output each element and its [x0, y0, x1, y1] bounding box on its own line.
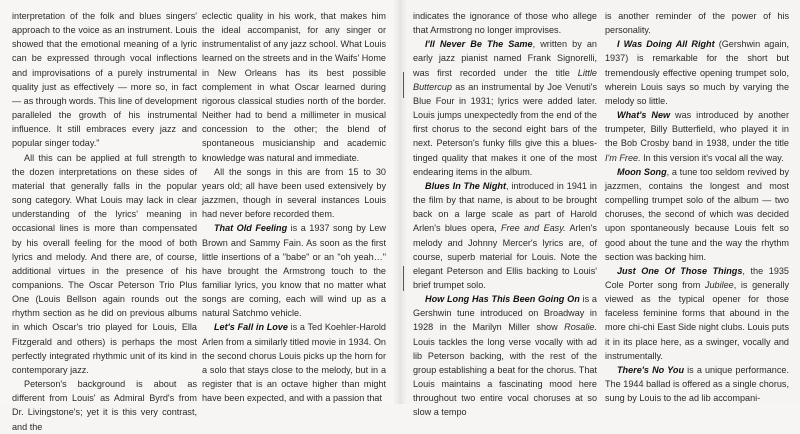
song-title: I'll Never Be The Same: [425, 39, 533, 50]
text-column-4: [605, 9, 789, 405]
song-paragraph: Let's Fall in Love is a Ted Koehler-Harold Arlen from a similarly titled movie in 1934. On the second chorus Louis picks up the horn for a solo that stays close to the melody, but in a register that is an octave higher than might have been expected, and with a passion that: [202, 322, 386, 404]
song-title: How Long Has This Been Going On: [425, 294, 580, 305]
song-paragraph: Blues In The Night, introduced in 1941 in the film by that name, is about to be brought back on a large scale as part of Harold Arlen's blues opera, Free and Easy. Arlen's melody and Johnny Mercer's lyrics are, of course, superb material for Louis. Note the elegant Peterson and Ellis backing to Louis' brief trumpet solo.: [413, 180, 597, 290]
paragraph: is another reminder of the power of his personality.: [605, 11, 789, 36]
paragraph: Peterson's background is about as different from Louis' as Admiral Byrd's from Dr. Livingstone's; yet it is this very contrast, and the: [12, 379, 197, 432]
song-title: There's No You: [617, 364, 685, 375]
song-paragraph: How Long Has This Been Going On is a Gershwin tune introduced on Broadway in 1928 in the Marilyn Miller show Rosalie. Louis tackles the long verse vocally with ad lib Peterson backing, with the rest of the group establishing a beat for the chorus. That Louis maintains a fascinating mood here throughout two entire vocal choruses at so slow a tempo: [413, 294, 597, 418]
song-title: Just One Of Those Things: [617, 265, 743, 276]
paragraph: interpretation of the folk and blues singers' approach to the voice as an instrument. Louis showed that the emotional meaning of a lyric can be expressed through vocal inflections and improvisations of a purely instrumental quality just as effectively — more so, in fact — as through words. This line of development paralleled the growth of his instrumental influence. It still embraces every jazz and popular singer today.": [12, 11, 197, 149]
paragraph: All this can be applied at full strength to the dozen interpretations on these sides of material that generally falls in the popular song category. What Louis may lack in clear understanding of the lyrics' meaning in occasional lines is more than compensated by his overall feeling for the mood of both lyrics and melody. And there are, of course, additional virtues in the presence of his companions. The Oscar Peterson Trio Plus One (Louis Bellson again rounds out the rhythm section as he did on previous albums in which Oscar's trio played for Louis, Ella Fitzgerald and others) is perhaps the most perfectly integrated rhythmic unit of its kind in contemporary jazz.: [12, 152, 197, 375]
page-gutter: [393, 0, 407, 404]
crop-mark: [403, 266, 404, 291]
song-paragraph: Just One Of Those Things, the 1935 Cole Porter song from Jubilee, is generally viewed as the typical opener for those faceless feminine forms that abound in the more chi-chi East Side night clubs. Louis puts it in its place here, as a swinger, vocally and instrumentally.: [605, 265, 789, 361]
paragraph: eclectic quality in his work, that makes him the ideal accompanist, for any singer or instrumentalist of any jazz school. What Louis learned on the streets and in the Waifs' Home in New Orleans has its best possible complement in what Oscar learned during rigorous classical studies north of the border. Neither had to bend a millimeter in musical concession to the other; the blend of spontaneous musicianship and academic knowledge was natural and immediate.: [202, 11, 386, 163]
song-paragraph: I Was Doing All Right (Gershwin again, 1937) is remarkable for the short but tremendously effective opening trumpet solo, wherein Louis says so much by varying the melody so little.: [605, 39, 789, 106]
text-column-3: [413, 9, 597, 420]
song-title: What's New: [617, 110, 671, 121]
song-title: That Old Feeling: [214, 223, 288, 234]
song-paragraph: Moon Song, a tune too seldom revived by jazzmen, contains the longest and most compelling trumpet solo of the album — two choruses, the second of which was decided upon spontaneously because Louis felt so good about the tune and the way the rhythm section was backing him.: [605, 166, 789, 262]
song-title: Blues In The Night: [425, 180, 506, 191]
song-title: I Was Doing All Right: [617, 39, 715, 50]
paragraph: indicates the ignorance of those who allege that Armstrong no longer improvises.: [413, 11, 597, 36]
song-paragraph: That Old Feeling is a 1937 song by Lew Brown and Sammy Fain. As soon as the first little insertions of a "babe" or an "oh yeah…" have brought the Armstrong touch to the familiar lyrics, you know that no matter what songs are coming, each will wind up as a natural Satchmo vehicle.: [202, 223, 386, 319]
song-paragraph: I'll Never Be The Same, written by an early jazz pianist named Frank Signorelli, was first recorded under the title Little Buttercup as an instrumental by Joe Venuti's Blue Four in 1931; lyrics were added later. Louis jumps unexpectedly from the end of the first chorus to the second eight bars of the next. Peterson's funky fills give this a blues-tinged quality that makes it one of the most endearing items in the album.: [413, 39, 597, 177]
song-paragraph: There's No You is a unique performance. The 1944 ballad is offered as a single chorus, sung by Louis to the ad lib accompani-: [605, 364, 789, 404]
paragraph: All the songs in this are from 15 to 30 years old; all have been used extensively by jazzmen, though in several instances Louis had never before recorded them.: [202, 166, 386, 220]
song-paragraph: What's New was introduced by another trumpeter, Billy Butterfield, who played it in the Bob Crosby band in 1938, under the title I'm Free. In this version it's vocal all the way.: [605, 110, 789, 163]
song-title: Let's Fall in Love: [214, 322, 288, 333]
crop-mark: [403, 72, 404, 98]
text-column-1: [12, 9, 197, 434]
text-column-2: [202, 9, 386, 405]
song-title: Moon Song: [617, 166, 667, 177]
